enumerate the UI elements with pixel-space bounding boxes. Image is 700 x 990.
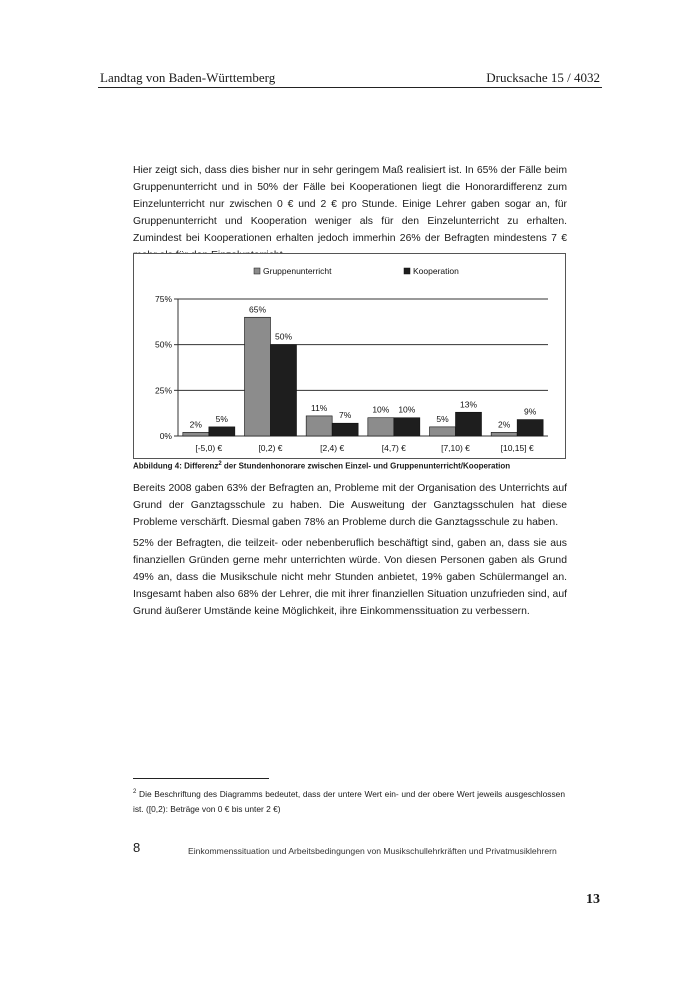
bar-gruppenunterricht-3 (368, 418, 394, 436)
chart-frame (133, 253, 566, 459)
x-tick-label-4: [7,10) € (441, 443, 470, 453)
bar-kooperation-1 (271, 345, 297, 436)
data-label-gruppenunterricht-3: 10% (372, 404, 390, 415)
y-tick-label-0: 0% (159, 431, 172, 441)
bar-chart (134, 254, 565, 458)
header-right: Drucksache 15 / 4032 (486, 70, 600, 85)
data-label-kooperation-1: 50% (274, 331, 293, 342)
footer-title: Einkommenssituation und Arbeitsbedingungen von Musikschullehrkräften und Privatmusiklehrern (188, 846, 557, 856)
data-label-gruppenunterricht-5: 2% (498, 419, 511, 430)
print-page-number: 13 (586, 892, 600, 907)
bar-gruppenunterricht-1 (245, 317, 271, 436)
legend-swatch-0 (254, 268, 260, 274)
x-tick-label-5: [10,15] € (500, 443, 534, 453)
bar-kooperation-4 (456, 412, 482, 436)
bar-gruppenunterricht-5 (491, 432, 517, 436)
data-label-gruppenunterricht-1: 65% (248, 304, 267, 315)
bar-kooperation-0 (209, 427, 235, 436)
data-label-kooperation-0: 5% (215, 413, 228, 424)
bar-kooperation-5 (517, 420, 543, 436)
x-tick-label-3: [4,7) € (381, 443, 406, 453)
paragraph-2: Bereits 2008 gaben 63% der Befragten an, Probleme mit der Organisation des Unterrichts auf Grund der Ganztagsschule zu haben. Die Ausweitung der Ganztagsschulen hat diese Probleme verschärft. Diesmal gaben 78% an Probleme durch die Ganztagsschule zu haben. (133, 483, 567, 528)
data-label-kooperation-5: 9% (524, 406, 537, 417)
footnote-sup: 2 (133, 789, 137, 795)
bar-kooperation-3 (394, 418, 420, 436)
y-tick-label-3: 75% (154, 294, 172, 304)
y-tick-label-1: 25% (154, 385, 172, 396)
data-label-kooperation-2: 7% (339, 410, 352, 421)
footnote-text: Die Beschriftung des Diagramms bedeutet, dass der untere Wert ein- und der obere Wert jeweils ausgeschlossen ist. ([0,2): Beträge von 0 € bis unter 2 €) (133, 788, 565, 814)
paragraph-1: Hier zeigt sich, dass dies bisher nur in sehr geringem Maß realisiert ist. In 65% der Fälle beim Gruppenunterricht und in 50% der Fälle bei Kooperationen liegt die Honorardifferenz zum Einzelunterricht nur zwischen 0 € und 2 € pro Stunde. Einige Lehrer gaben sogar an, für Gruppenunterricht und Kooperation weniger als für den Einzelunterricht zu erhalten. Zumindest bei Kooperationen erhalten jedoch immerhin 26% der Befragten mindestens 7 € (133, 165, 567, 244)
header-rule (98, 87, 602, 88)
data-label-gruppenunterricht-0: 2% (189, 419, 202, 430)
figure-caption (133, 461, 510, 471)
caption-prefix: Abbildung 4: Differenz (133, 461, 219, 471)
bar-kooperation-2 (332, 423, 358, 436)
data-label-kooperation-3: 10% (398, 404, 416, 415)
data-label-gruppenunterricht-4: 5% (436, 413, 449, 424)
caption-sup: 2 (218, 461, 222, 467)
bar-gruppenunterricht-2 (306, 416, 332, 436)
bar-gruppenunterricht-0 (183, 432, 209, 436)
bar-gruppenunterricht-4 (430, 427, 456, 436)
x-tick-label-0: [-5,0) € (195, 443, 223, 453)
footnote-rule (133, 778, 269, 779)
footnote (133, 785, 565, 817)
legend-swatch-1 (404, 268, 410, 274)
x-tick-label-1: [0,2) € (258, 443, 283, 453)
y-tick-label-2: 50% (154, 339, 172, 350)
page-number: 8 (133, 840, 141, 855)
header-left: Landtag von Baden-Württemberg (100, 70, 276, 85)
x-tick-label-2: [2,4) € (320, 443, 345, 453)
legend-label-0: Gruppenunterricht (263, 266, 332, 276)
data-label-kooperation-4: 13% (459, 399, 478, 410)
caption-suffix: der Stundenhonorare zwischen Einzel- und Gruppenunterricht/Kooperation (221, 461, 511, 471)
legend-label-1: Kooperation (413, 266, 459, 276)
paragraph-3: 52% der Befragten, die teilzeit- oder nebenberuflich beschäftigt sind, gaben an, dass sie aus finanziellen Gründen gerne mehr unterrichten würde. Von diesen Personen gaben als Grund 49% an, dass die Musikschule nicht mehr Stunden anbietet, 19% gaben Schülermangel an. Insgesamt haben also 68% der Lehrer, die mit ihrer finanziellen Situation unzufrieden sind, auf Grund äußerer Umstände keine Möglichkeit, ihre Einkommenssituation zu verbessern. (133, 538, 567, 617)
data-label-gruppenunterricht-2: 11% (310, 402, 328, 413)
